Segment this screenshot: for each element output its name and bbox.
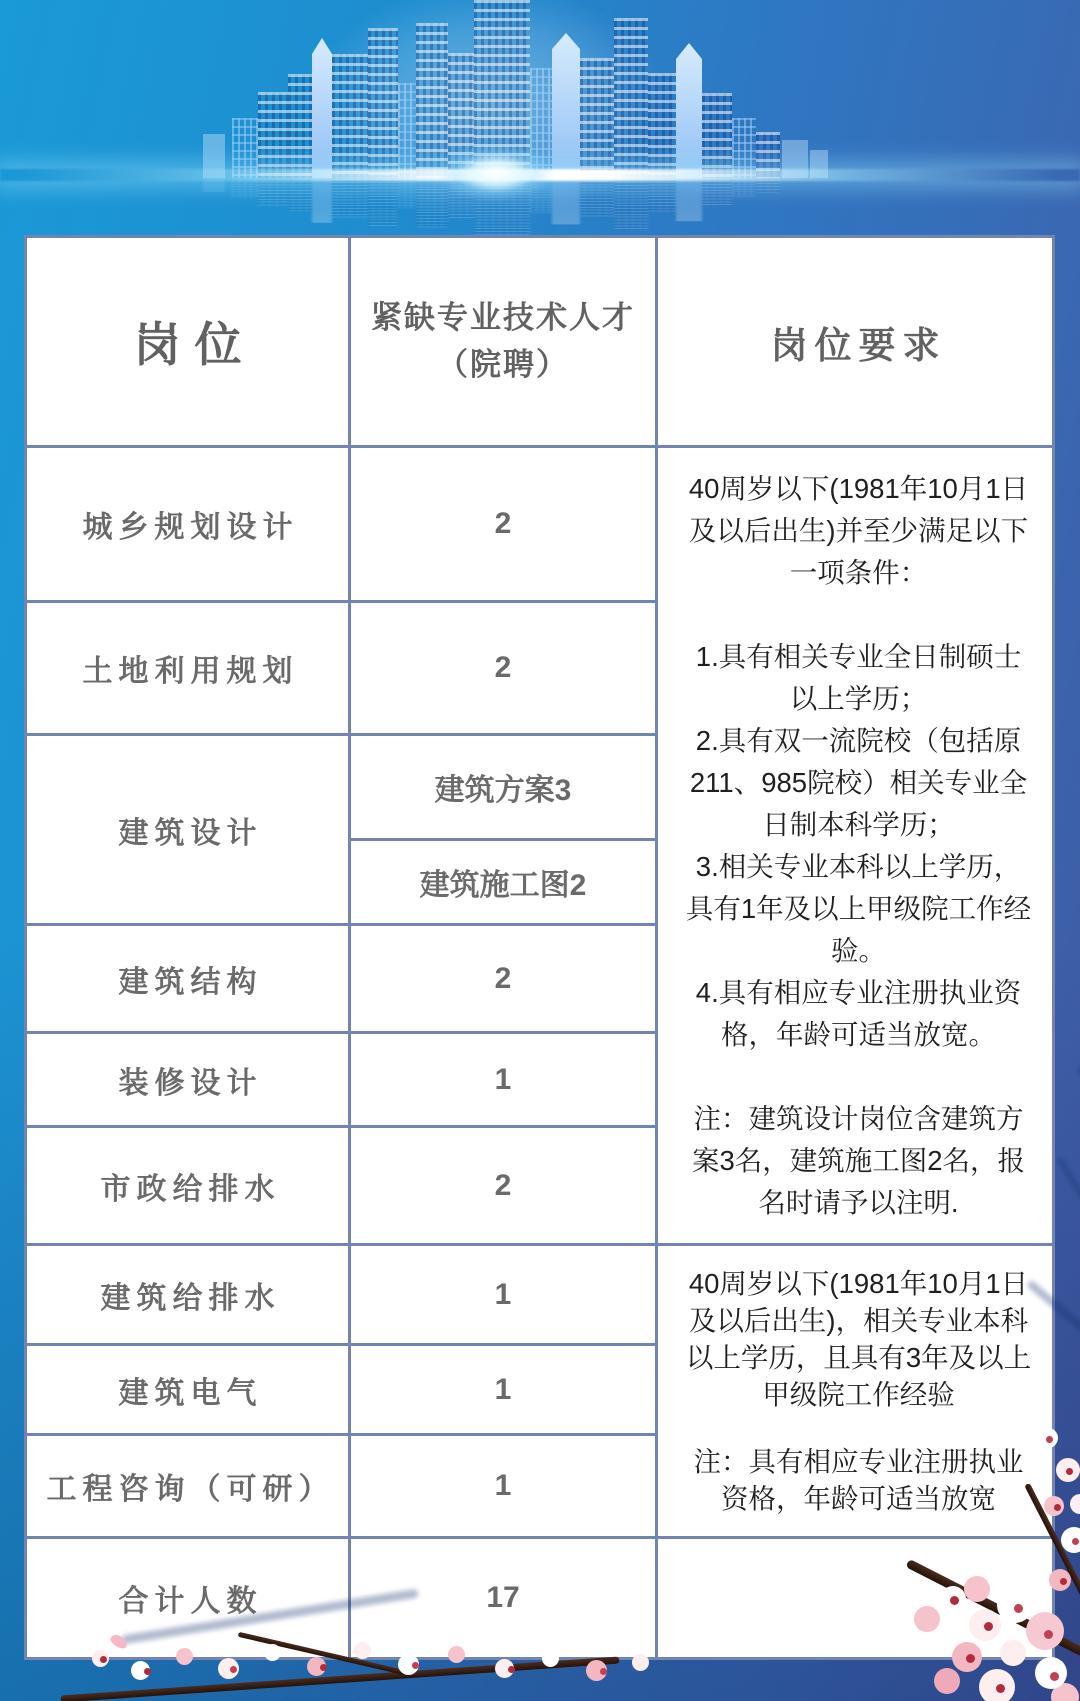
count-cell: 1 [350, 1033, 657, 1127]
building [552, 33, 580, 178]
count-cell: 2 [350, 1127, 657, 1245]
table-row-total [26, 1538, 1054, 1659]
building [368, 28, 398, 178]
req1-note: 注：建筑设计岗位含建筑方案3名，建筑施工图2名，报名时请予以注明. [691, 1102, 1026, 1218]
count-cell: 1 [350, 1345, 657, 1435]
position-cell: 城乡规划设计 [26, 447, 350, 602]
count-cell-sub1: 建筑方案3 [350, 735, 657, 840]
req2-note: 注：具有相应专业注册执业资格，年龄可适当放宽 [693, 1446, 1024, 1514]
position-cell: 建筑结构 [26, 925, 350, 1033]
building [676, 43, 702, 178]
building [332, 54, 368, 178]
position-cell: 市政给排水 [26, 1127, 350, 1245]
building-reflection [332, 178, 368, 218]
req1-intro: 40周岁以下(1981年10月1日及以后出生)并至少满足以下一项条件： [688, 472, 1029, 588]
position-cell: 工程咨询（可研） [26, 1435, 350, 1538]
req1-item-3: 3.相关专业本科以上学历，具有1年及以上甲级院工作经验。 [685, 850, 1032, 966]
header-talent [350, 237, 657, 447]
branch-shadow [1056, 1156, 1080, 1269]
req1-item-4: 4.具有相应专业注册执业资格，年龄可适当放宽。 [695, 976, 1022, 1050]
light-flare-core [436, 144, 556, 202]
count-cell: 1 [350, 1435, 657, 1538]
requirements-cell-group1 [657, 447, 1054, 1245]
building [648, 73, 676, 178]
req2-intro: 40周岁以下(1981年10月1日及以后出生)，相关专业本科以上学历，且具有3年及以上甲级院工作经验 [685, 1268, 1032, 1410]
total-label-cell: 合计人数 [26, 1538, 350, 1659]
requirements-cell-group2 [657, 1245, 1054, 1538]
table-row [26, 1245, 1054, 1345]
building-reflection [312, 178, 332, 223]
building-reflection [676, 178, 702, 221]
position-cell: 建筑设计 [26, 735, 350, 925]
building-reflection [614, 178, 648, 229]
building-reflection [368, 178, 398, 226]
city-skyline-graphic [0, 0, 1080, 238]
building-reflection [702, 178, 732, 205]
header-talent-line1: 紧缺专业技术人才 [371, 300, 635, 335]
count-cell: 2 [350, 602, 657, 735]
building [614, 18, 648, 178]
req1-item-1: 1.具有相关专业全日制硕士以上学历； [695, 640, 1022, 714]
count-cell: 2 [350, 447, 657, 602]
building-reflection [552, 178, 580, 224]
building [702, 93, 732, 178]
header-position-label: 岗位 [133, 318, 256, 371]
building [312, 38, 332, 178]
blossom-buds [1046, 1436, 1053, 1443]
position-cell: 装修设计 [26, 1033, 350, 1127]
table-row [26, 447, 1054, 602]
building [580, 58, 614, 178]
count-cell-sub2: 建筑施工图2 [350, 840, 657, 925]
header-talent-line2: （院聘） [437, 346, 569, 382]
building-reflection [580, 178, 614, 216]
building-reflection [258, 178, 288, 206]
building [258, 92, 288, 178]
empty-cell [657, 1538, 1054, 1659]
table-header-row [26, 237, 1054, 447]
position-cell: 土地利用规划 [26, 602, 350, 735]
blossom-branch [60, 1656, 619, 1701]
req1-item-2: 2.具有双一流院校（包括原211、985院校）相关专业全日制本科学历； [689, 724, 1028, 840]
count-cell: 2 [350, 925, 657, 1033]
header-position [26, 237, 350, 447]
blossom-buds [950, 1596, 959, 1605]
position-cell: 建筑电气 [26, 1345, 350, 1435]
header-requirements-label: 岗位要求 [770, 324, 947, 366]
count-cell: 1 [350, 1245, 657, 1345]
position-cell: 建筑给排水 [26, 1245, 350, 1345]
building-reflection [398, 178, 416, 208]
building [398, 83, 416, 178]
total-count-cell: 17 [350, 1538, 657, 1659]
header-requirements [657, 237, 1054, 447]
recruitment-table [24, 235, 1055, 1660]
building-reflection [648, 178, 676, 212]
blossom-buds [100, 1656, 107, 1663]
